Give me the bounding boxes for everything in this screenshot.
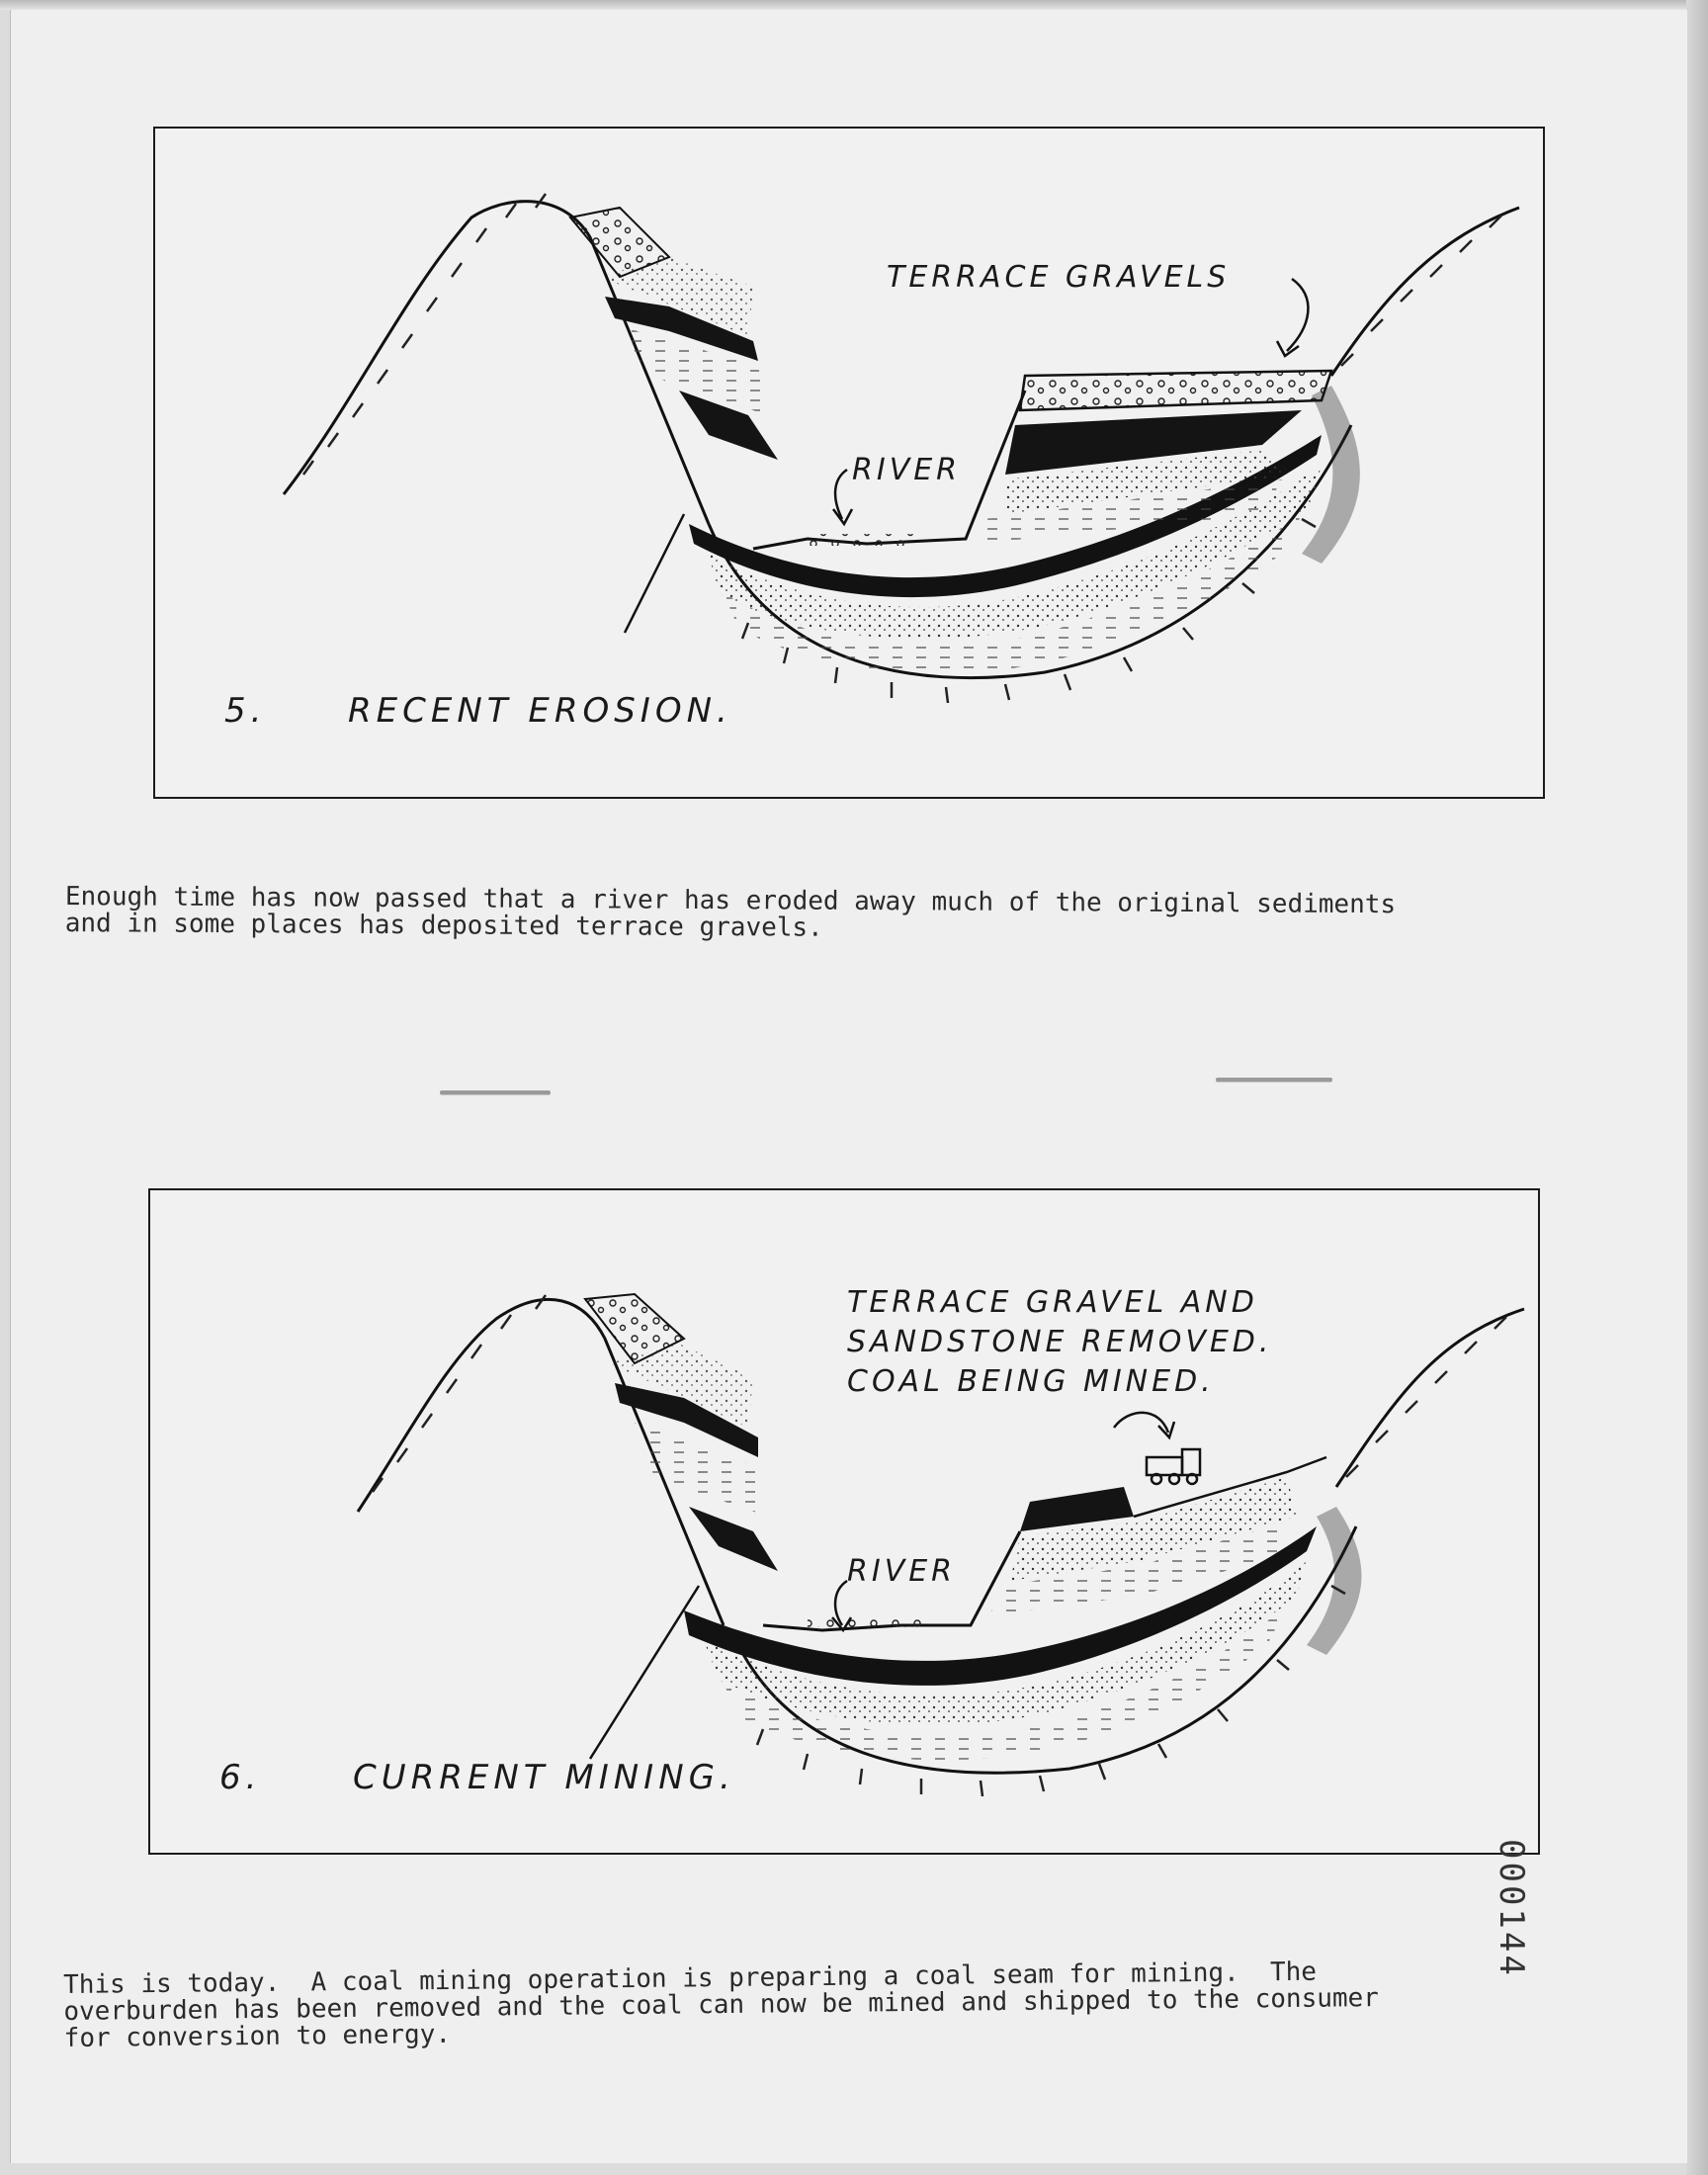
figure-6-panel xyxy=(148,1188,1540,1855)
right-hill-outline xyxy=(1331,208,1519,376)
terrace-gravels-arrow xyxy=(1287,279,1308,351)
note-line-2: SANDSTONE REMOVED. xyxy=(847,1325,1273,1359)
staple-mark-left xyxy=(440,1090,551,1094)
river-label: RIVER xyxy=(852,453,962,487)
terrace-gravel-layer xyxy=(1020,371,1331,410)
right-hill-outline xyxy=(1336,1309,1524,1487)
river-gravel xyxy=(808,1617,926,1627)
left-coal-lower xyxy=(689,1507,778,1571)
figure-6-illustration xyxy=(150,1190,1538,1853)
figure-5-illustration xyxy=(155,129,1543,797)
page-right-edge xyxy=(1686,0,1708,2175)
figure-number: 5. xyxy=(224,691,267,731)
fault-line xyxy=(625,514,684,633)
river-gravel xyxy=(808,534,916,546)
document-stamp-number: 000144 xyxy=(1492,1839,1531,1978)
right-hill-hatching xyxy=(1346,1317,1506,1477)
left-hill-hatching xyxy=(303,194,546,475)
page-top-edge xyxy=(0,0,1708,10)
note-line-1: TERRACE GRAVEL AND xyxy=(847,1285,1258,1320)
right-hill-hatching xyxy=(1341,216,1501,366)
figure-5-panel xyxy=(153,127,1545,799)
figure-title: RECENT EROSION. xyxy=(348,691,732,731)
terrace-gravels-label: TERRACE GRAVELS xyxy=(887,260,1231,295)
figure-6-caption: This is today. A coal mining operation is preparing a coal seam for mining. The overburden has been removed and the coal can now be mined and shipped to the consumer for conversion to energy. xyxy=(62,1957,1380,2053)
figure-5-caption: Enough time has now passed that a river has eroded away much of the original sediments and in some places has deposited terrace gravels. xyxy=(64,882,1397,943)
river-arrowhead xyxy=(833,509,852,524)
river-label: RIVER xyxy=(847,1554,957,1589)
staple-mark-right xyxy=(1216,1078,1332,1082)
left-hill-hatching xyxy=(373,1295,546,1492)
haul-truck-icon xyxy=(1147,1449,1200,1484)
figure-number: 6. xyxy=(219,1758,262,1797)
fault-line xyxy=(590,1586,699,1759)
truck-arrow xyxy=(1114,1413,1168,1433)
note-line-3: COAL BEING MINED. xyxy=(847,1364,1215,1399)
figure-title: CURRENT MINING. xyxy=(353,1758,735,1797)
river-arrow xyxy=(835,470,847,519)
